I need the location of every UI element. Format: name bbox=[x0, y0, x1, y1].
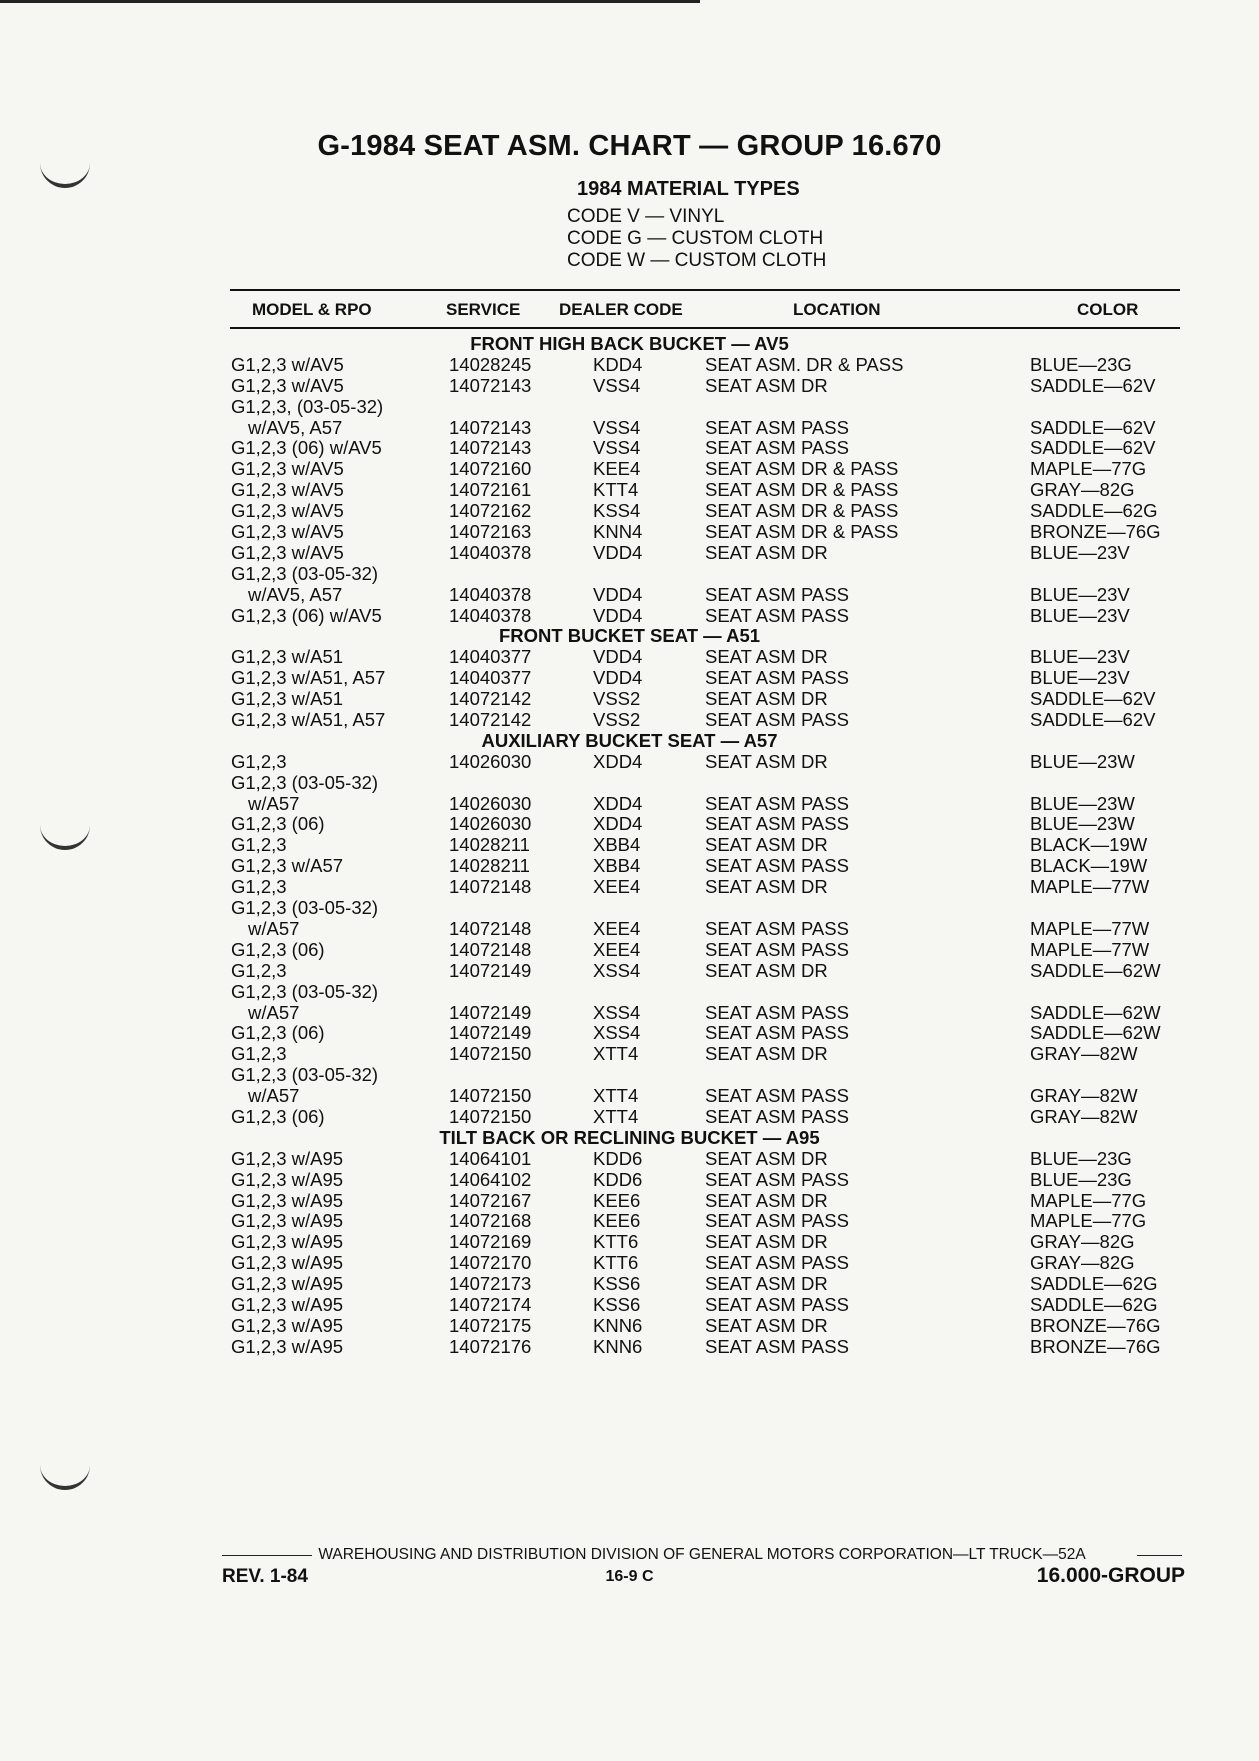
table-row bbox=[0, 835, 1259, 856]
dealer-code-cell: KSS6 bbox=[593, 1273, 641, 1295]
model-cell: G1,2,3 bbox=[231, 876, 287, 898]
model-cell: G1,2,3 w/A57 bbox=[231, 855, 344, 877]
service-number-cell: 14026030 bbox=[449, 813, 532, 835]
dealer-code-cell: XDD4 bbox=[593, 813, 643, 835]
color-cell: BLUE—23W bbox=[1030, 750, 1135, 772]
seat-table bbox=[0, 334, 1259, 1358]
service-number-cell: 14072149 bbox=[449, 1022, 532, 1044]
material-code: CODE V — VINYL bbox=[567, 206, 725, 227]
dealer-code-cell: XTT4 bbox=[593, 1085, 639, 1107]
model-cell: w/A57 bbox=[248, 792, 300, 814]
dealer-code-cell: VSS4 bbox=[593, 374, 641, 396]
service-number-cell: 14072162 bbox=[449, 500, 532, 522]
model-cell: G1,2,3 (03-05-32) bbox=[231, 897, 379, 919]
location-cell: SEAT ASM PASS bbox=[705, 416, 849, 438]
service-number-cell: 14028245 bbox=[449, 353, 532, 375]
location-cell: SEAT ASM DR bbox=[705, 834, 828, 856]
service-number-cell: 14072143 bbox=[449, 437, 532, 459]
location-cell: SEAT ASM PASS bbox=[705, 667, 849, 689]
color-cell: BLUE—23G bbox=[1030, 1147, 1132, 1169]
service-number-cell: 14026030 bbox=[449, 792, 532, 814]
table-row bbox=[0, 1149, 1259, 1170]
service-number-cell: 14040377 bbox=[449, 646, 532, 668]
model-cell: G1,2,3 (06) bbox=[231, 813, 325, 835]
service-number-cell: 14072173 bbox=[449, 1273, 532, 1295]
service-number-cell: 14072149 bbox=[449, 1001, 532, 1023]
location-cell: SEAT ASM PASS bbox=[705, 1105, 849, 1127]
model-cell: w/AV5, A57 bbox=[248, 583, 343, 605]
table-row bbox=[0, 1316, 1259, 1337]
dealer-code-cell: KTT6 bbox=[593, 1231, 639, 1253]
table-row bbox=[0, 564, 1259, 585]
service-number-cell: 14072148 bbox=[449, 917, 532, 939]
dealer-code-cell: VDD4 bbox=[593, 604, 643, 626]
dealer-code-cell: XBB4 bbox=[593, 855, 641, 877]
table-row bbox=[0, 501, 1259, 522]
table-row bbox=[0, 1211, 1259, 1232]
color-cell: BLUE—23W bbox=[1030, 813, 1135, 835]
location-cell: SEAT ASM DR bbox=[705, 688, 828, 710]
location-cell: SEAT ASM PASS bbox=[705, 583, 849, 605]
service-number-cell: 14072176 bbox=[449, 1335, 532, 1357]
color-cell: BLUE—23G bbox=[1030, 1168, 1132, 1190]
model-cell: G1,2,3 w/A95 bbox=[231, 1273, 344, 1295]
service-number-cell: 14064102 bbox=[449, 1168, 532, 1190]
dealer-code-cell: KNN6 bbox=[593, 1314, 643, 1336]
service-number-cell: 14040378 bbox=[449, 604, 532, 626]
model-cell: G1,2,3 (03-05-32) bbox=[231, 1064, 379, 1086]
model-cell: G1,2,3 w/AV5 bbox=[231, 458, 344, 480]
location-cell: SEAT ASM PASS bbox=[705, 1293, 849, 1315]
color-cell: SADDLE—62W bbox=[1030, 1001, 1161, 1023]
color-cell: MAPLE—77W bbox=[1030, 876, 1150, 898]
dealer-code-cell: VSS4 bbox=[593, 437, 641, 459]
color-cell: BLUE—23V bbox=[1030, 583, 1130, 605]
dealer-code-cell: VSS4 bbox=[593, 416, 641, 438]
model-cell: G1,2,3 w/AV5 bbox=[231, 374, 344, 396]
page-title: G-1984 SEAT ASM. CHART — GROUP 16.670 bbox=[317, 130, 942, 162]
table-row bbox=[0, 856, 1259, 877]
color-cell: BLACK—19W bbox=[1030, 834, 1148, 856]
table-row bbox=[0, 1232, 1259, 1253]
location-cell: SEAT ASM PASS bbox=[705, 1085, 849, 1107]
color-cell: SADDLE—62V bbox=[1030, 688, 1156, 710]
model-cell: G1,2,3, (03-05-32) bbox=[231, 395, 384, 417]
color-cell: MAPLE—77G bbox=[1030, 1189, 1147, 1211]
table-row bbox=[0, 752, 1259, 773]
table-row bbox=[0, 1044, 1259, 1065]
dealer-code-cell: XDD4 bbox=[593, 750, 643, 772]
location-cell: SEAT ASM DR bbox=[705, 959, 828, 981]
table-row bbox=[0, 376, 1259, 397]
service-number-cell: 14026030 bbox=[449, 750, 532, 772]
model-cell: G1,2,3 w/A95 bbox=[231, 1168, 344, 1190]
table-row bbox=[0, 459, 1259, 480]
location-cell: SEAT ASM PASS bbox=[705, 792, 849, 814]
model-cell: G1,2,3 (03-05-32) bbox=[231, 771, 379, 793]
table-row bbox=[0, 543, 1259, 564]
model-cell: G1,2,3 w/A95 bbox=[231, 1314, 344, 1336]
table-row bbox=[0, 689, 1259, 710]
model-cell: G1,2,3 (06) bbox=[231, 938, 325, 960]
model-cell: G1,2,3 w/A95 bbox=[231, 1293, 344, 1315]
location-cell: SEAT ASM DR bbox=[705, 1231, 828, 1253]
section-title: FRONT HIGH BACK BUCKET — AV5 bbox=[470, 333, 789, 354]
model-cell: G1,2,3 (06) w/AV5 bbox=[231, 604, 382, 626]
model-cell: G1,2,3 w/AV5 bbox=[231, 353, 344, 375]
table-row bbox=[0, 668, 1259, 689]
header-model: MODEL & RPO bbox=[252, 300, 372, 319]
model-cell: G1,2,3 (06) w/AV5 bbox=[231, 437, 382, 459]
dealer-code-cell: KEE6 bbox=[593, 1189, 641, 1211]
location-cell: SEAT ASM PASS bbox=[705, 1210, 849, 1232]
model-cell: G1,2,3 w/AV5 bbox=[231, 479, 344, 501]
dealer-code-cell: KDD6 bbox=[593, 1168, 643, 1190]
service-number-cell: 14072142 bbox=[449, 709, 532, 731]
model-cell: G1,2,3 (03-05-32) bbox=[231, 562, 379, 584]
table-row bbox=[0, 606, 1259, 627]
color-cell: SADDLE—62G bbox=[1030, 1273, 1158, 1295]
section-heading bbox=[0, 731, 1259, 752]
dealer-code-cell: VDD4 bbox=[593, 541, 643, 563]
service-number-cell: 14072149 bbox=[449, 959, 532, 981]
service-number-cell: 14072163 bbox=[449, 521, 532, 543]
model-cell: G1,2,3 (06) bbox=[231, 1105, 325, 1127]
service-number-cell: 14072143 bbox=[449, 374, 532, 396]
dealer-code-cell: KTT4 bbox=[593, 479, 639, 501]
table-row bbox=[0, 940, 1259, 961]
material-code: CODE W — CUSTOM CLOTH bbox=[567, 250, 827, 271]
service-number-cell: 14028211 bbox=[449, 834, 530, 856]
model-cell: w/A57 bbox=[248, 917, 300, 939]
model-cell: G1,2,3 w/A95 bbox=[231, 1147, 344, 1169]
dealer-code-cell: XDD4 bbox=[593, 792, 643, 814]
model-cell: G1,2,3 w/AV5 bbox=[231, 541, 344, 563]
color-cell: BLUE—23G bbox=[1030, 353, 1132, 375]
top-edge-line bbox=[0, 0, 700, 3]
table-row bbox=[0, 480, 1259, 501]
service-number-cell: 14064101 bbox=[449, 1147, 532, 1169]
location-cell: SEAT ASM PASS bbox=[705, 437, 849, 459]
location-cell: SEAT ASM DR & PASS bbox=[705, 500, 899, 522]
table-row bbox=[0, 1065, 1259, 1086]
model-cell: G1,2,3 bbox=[231, 834, 287, 856]
dealer-code-cell: XSS4 bbox=[593, 959, 641, 981]
table-row bbox=[0, 1337, 1259, 1358]
location-cell: SEAT ASM DR bbox=[705, 646, 828, 668]
color-cell: SADDLE—62V bbox=[1030, 416, 1156, 438]
section-heading bbox=[0, 1128, 1259, 1149]
model-cell: w/A57 bbox=[248, 1085, 300, 1107]
service-number-cell: 14040377 bbox=[449, 667, 532, 689]
material-code: CODE G — CUSTOM CLOTH bbox=[567, 228, 824, 249]
color-cell: MAPLE—77W bbox=[1030, 938, 1150, 960]
model-cell: G1,2,3 w/A95 bbox=[231, 1335, 344, 1357]
model-cell: G1,2,3 bbox=[231, 1043, 287, 1065]
section-title: FRONT BUCKET SEAT — A51 bbox=[498, 625, 761, 647]
material-types-heading: 1984 MATERIAL TYPES bbox=[577, 178, 800, 200]
color-cell: GRAY—82G bbox=[1030, 1252, 1135, 1274]
model-cell: G1,2,3 w/A95 bbox=[231, 1252, 344, 1274]
dealer-code-cell: XEE4 bbox=[593, 917, 641, 939]
color-cell: SADDLE—62W bbox=[1030, 1022, 1161, 1044]
color-cell: BLUE—23V bbox=[1030, 667, 1130, 689]
model-cell: G1,2,3 w/A51 bbox=[231, 646, 344, 668]
header-location: LOCATION bbox=[793, 300, 881, 319]
location-cell: SEAT ASM PASS bbox=[705, 709, 849, 731]
binder-hole-mark bbox=[40, 160, 90, 188]
service-number-cell: 14072148 bbox=[449, 938, 532, 960]
dealer-code-cell: KNN4 bbox=[593, 521, 643, 543]
service-number-cell: 14072150 bbox=[449, 1105, 532, 1127]
section-title: TILT BACK OR RECLINING BUCKET — A95 bbox=[439, 1126, 820, 1148]
table-row bbox=[0, 919, 1259, 940]
location-cell: SEAT ASM DR bbox=[705, 1147, 828, 1169]
location-cell: SEAT ASM PASS bbox=[705, 1022, 849, 1044]
dealer-code-cell: KNN6 bbox=[593, 1335, 643, 1357]
revision-label: REV. 1-84 bbox=[222, 1566, 308, 1587]
location-cell: SEAT ASM DR bbox=[705, 541, 828, 563]
location-cell: SEAT ASM DR bbox=[705, 1189, 828, 1211]
table-row bbox=[0, 794, 1259, 815]
dealer-code-cell: XSS4 bbox=[593, 1022, 641, 1044]
color-cell: GRAY—82W bbox=[1030, 1043, 1138, 1065]
location-cell: SEAT ASM PASS bbox=[705, 1168, 849, 1190]
binder-hole-mark bbox=[40, 1462, 90, 1490]
dealer-code-cell: VSS2 bbox=[593, 709, 641, 731]
table-row bbox=[0, 522, 1259, 543]
table-row bbox=[0, 647, 1259, 668]
service-number-cell: 14072167 bbox=[449, 1189, 532, 1211]
table-row bbox=[0, 1295, 1259, 1316]
dealer-code-cell: VDD4 bbox=[593, 583, 643, 605]
table-row bbox=[0, 418, 1259, 439]
location-cell: SEAT ASM DR bbox=[705, 750, 828, 772]
location-cell: SEAT ASM. DR & PASS bbox=[705, 353, 904, 375]
color-cell: SADDLE—62G bbox=[1030, 1293, 1158, 1315]
location-cell: SEAT ASM PASS bbox=[705, 604, 849, 626]
location-cell: SEAT ASM DR bbox=[705, 1043, 828, 1065]
dealer-code-cell: KDD4 bbox=[593, 353, 643, 375]
location-cell: SEAT ASM PASS bbox=[705, 855, 849, 877]
group-label: 16.000-GROUP bbox=[1036, 1564, 1185, 1587]
color-cell: BRONZE—76G bbox=[1030, 1314, 1161, 1336]
service-number-cell: 14028211 bbox=[449, 855, 530, 877]
color-cell: BLUE—23V bbox=[1030, 541, 1130, 563]
service-number-cell: 14072169 bbox=[449, 1231, 532, 1253]
model-cell: G1,2,3 w/A95 bbox=[231, 1210, 344, 1232]
color-cell: GRAY—82W bbox=[1030, 1105, 1138, 1127]
color-cell: MAPLE—77G bbox=[1030, 1210, 1147, 1232]
section-heading bbox=[0, 334, 1259, 355]
table-row bbox=[0, 1107, 1259, 1128]
model-cell: G1,2,3 bbox=[231, 750, 287, 772]
table-row bbox=[0, 1170, 1259, 1191]
page-number: 16-9 C bbox=[605, 1568, 654, 1585]
table-row bbox=[0, 1253, 1259, 1274]
location-cell: SEAT ASM PASS bbox=[705, 1001, 849, 1023]
service-number-cell: 14072168 bbox=[449, 1210, 532, 1232]
color-cell: BLUE—23V bbox=[1030, 646, 1130, 668]
model-cell: G1,2,3 w/A51 bbox=[231, 688, 344, 710]
service-number-cell: 14072174 bbox=[449, 1293, 532, 1315]
model-cell: G1,2,3 (06) bbox=[231, 1022, 325, 1044]
location-cell: SEAT ASM DR & PASS bbox=[705, 521, 899, 543]
service-number-cell: 14072150 bbox=[449, 1043, 532, 1065]
color-cell: BLUE—23W bbox=[1030, 792, 1135, 814]
dealer-code-cell: VDD4 bbox=[593, 667, 643, 689]
model-cell: G1,2,3 bbox=[231, 959, 287, 981]
color-cell: BRONZE—76G bbox=[1030, 1335, 1161, 1357]
table-row bbox=[0, 1086, 1259, 1107]
model-cell: w/AV5, A57 bbox=[248, 416, 343, 438]
dealer-code-cell: KSS4 bbox=[593, 500, 641, 522]
dealer-code-cell: XEE4 bbox=[593, 876, 641, 898]
table-row bbox=[0, 982, 1259, 1003]
dealer-code-cell: XTT4 bbox=[593, 1105, 639, 1127]
location-cell: SEAT ASM DR & PASS bbox=[705, 458, 899, 480]
table-row bbox=[0, 1274, 1259, 1295]
color-cell: SADDLE—62V bbox=[1030, 709, 1156, 731]
model-cell: G1,2,3 (03-05-32) bbox=[231, 980, 379, 1002]
model-cell: G1,2,3 w/A95 bbox=[231, 1189, 344, 1211]
color-cell: GRAY—82G bbox=[1030, 479, 1135, 501]
service-number-cell: 14072142 bbox=[449, 688, 532, 710]
location-cell: SEAT ASM DR & PASS bbox=[705, 479, 899, 501]
dealer-code-cell: XBB4 bbox=[593, 834, 641, 856]
service-number-cell: 14072143 bbox=[449, 416, 532, 438]
location-cell: SEAT ASM PASS bbox=[705, 813, 849, 835]
header-dealer-code: DEALER CODE bbox=[559, 300, 683, 319]
material-types bbox=[567, 178, 826, 272]
color-cell: MAPLE—77G bbox=[1030, 458, 1147, 480]
table-row bbox=[0, 438, 1259, 459]
model-cell: w/A57 bbox=[248, 1001, 300, 1023]
model-cell: G1,2,3 w/A95 bbox=[231, 1231, 344, 1253]
section-title: AUXILIARY BUCKET SEAT — A57 bbox=[481, 729, 778, 751]
service-number-cell: 14040378 bbox=[449, 583, 532, 605]
service-number-cell: 14072150 bbox=[449, 1085, 532, 1107]
model-cell: G1,2,3 w/A51, A57 bbox=[231, 709, 386, 731]
table-row bbox=[0, 877, 1259, 898]
location-cell: SEAT ASM PASS bbox=[705, 917, 849, 939]
color-cell: BRONZE—76G bbox=[1030, 521, 1161, 543]
table-row bbox=[0, 355, 1259, 376]
dealer-code-cell: VDD4 bbox=[593, 646, 643, 668]
model-cell: G1,2,3 w/AV5 bbox=[231, 521, 344, 543]
table-row bbox=[0, 1003, 1259, 1024]
location-cell: SEAT ASM DR bbox=[705, 1314, 828, 1336]
dealer-code-cell: KSS6 bbox=[593, 1293, 641, 1315]
table-row bbox=[0, 898, 1259, 919]
service-number-cell: 14072160 bbox=[449, 458, 532, 480]
footer-division-line: WAREHOUSING AND DISTRIBUTION DIVISION OF GENERAL MOTORS CORPORATION—LT TRUCK—52A bbox=[222, 1546, 1182, 1564]
header-color: COLOR bbox=[1077, 300, 1139, 319]
model-cell: G1,2,3 w/AV5 bbox=[231, 500, 344, 522]
model-cell: G1,2,3 w/A51, A57 bbox=[231, 667, 386, 689]
color-cell: GRAY—82W bbox=[1030, 1085, 1138, 1107]
table-row bbox=[0, 1023, 1259, 1044]
location-cell: SEAT ASM DR bbox=[705, 374, 828, 396]
location-cell: SEAT ASM PASS bbox=[705, 938, 849, 960]
dealer-code-cell: VSS2 bbox=[593, 688, 641, 710]
service-number-cell: 14072148 bbox=[449, 876, 532, 898]
table-row bbox=[0, 397, 1259, 418]
table-row bbox=[0, 710, 1259, 731]
color-cell: SADDLE—62V bbox=[1030, 437, 1156, 459]
color-cell: SADDLE—62W bbox=[1030, 959, 1161, 981]
service-number-cell: 14072161 bbox=[449, 479, 532, 501]
section-heading bbox=[0, 626, 1259, 647]
color-cell: GRAY—82G bbox=[1030, 1231, 1135, 1253]
table-row bbox=[0, 773, 1259, 794]
color-cell: SADDLE—62G bbox=[1030, 500, 1158, 522]
service-number-cell: 14040378 bbox=[449, 541, 532, 563]
dealer-code-cell: XSS4 bbox=[593, 1001, 641, 1023]
location-cell: SEAT ASM DR bbox=[705, 1273, 828, 1295]
table-row bbox=[0, 1191, 1259, 1212]
dealer-code-cell: KEE4 bbox=[593, 458, 641, 480]
color-cell: MAPLE—77W bbox=[1030, 917, 1150, 939]
table-row bbox=[0, 961, 1259, 982]
header-service: SERVICE bbox=[446, 300, 521, 319]
location-cell: SEAT ASM PASS bbox=[705, 1252, 849, 1274]
table-header-rule bbox=[230, 327, 1180, 329]
dealer-code-cell: XEE4 bbox=[593, 938, 641, 960]
dealer-code-cell: KEE6 bbox=[593, 1210, 641, 1232]
color-cell: BLACK—19W bbox=[1030, 855, 1148, 877]
dealer-code-cell: KTT6 bbox=[593, 1252, 639, 1274]
color-cell: SADDLE—62V bbox=[1030, 374, 1156, 396]
table-row bbox=[0, 585, 1259, 606]
location-cell: SEAT ASM PASS bbox=[705, 1335, 849, 1357]
table-row bbox=[0, 814, 1259, 835]
service-number-cell: 14072170 bbox=[449, 1252, 532, 1274]
service-number-cell: 14072175 bbox=[449, 1314, 532, 1336]
location-cell: SEAT ASM DR bbox=[705, 876, 828, 898]
table-top-rule bbox=[230, 289, 1180, 291]
dealer-code-cell: KDD6 bbox=[593, 1147, 643, 1169]
color-cell: BLUE—23V bbox=[1030, 604, 1130, 626]
dealer-code-cell: XTT4 bbox=[593, 1043, 639, 1065]
